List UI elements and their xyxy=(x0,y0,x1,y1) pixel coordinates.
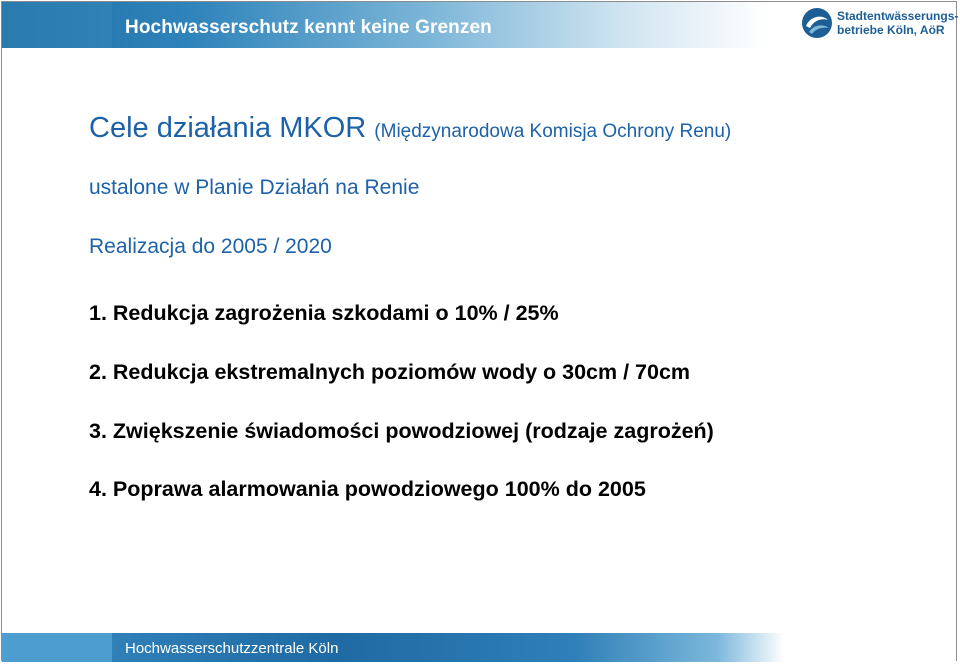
footer-text: Hochwasserschutzzentrale Köln xyxy=(125,640,339,657)
header-title: Hochwasserschutz kennt keine Grenzen xyxy=(125,17,492,38)
goal-item-1: 1. Redukcja zagrożenia szkodami o 10% / 25% xyxy=(89,301,559,325)
logo-swirl-icon xyxy=(800,6,834,40)
goal-item-3: 3. Zwiększenie świadomości powodziowej (rodzaje zagrożeń) xyxy=(89,419,714,443)
goal-item-4: 4. Poprawa alarmowania powodziowego 100% do 2005 xyxy=(89,477,646,501)
footer-accent xyxy=(2,633,112,662)
subtitle-plan: ustalone w Planie Działań na Renie xyxy=(89,176,420,199)
goal-item-2: 2. Redukcja ekstremalnych poziomów wody o 30cm / 70cm xyxy=(89,360,691,384)
company-logo xyxy=(800,6,959,42)
logo-text xyxy=(837,9,958,37)
slide-title xyxy=(89,112,731,145)
logo-text-line2: betriebe Köln, AöR xyxy=(837,23,945,37)
slide-title-main: Cele działania MKOR xyxy=(89,112,367,144)
slide-title-parenthetical: (Międzynarodowa Komisja Ochrony Renu) xyxy=(374,121,732,142)
logo-text-line1: Stadtentwässerungs- xyxy=(837,9,959,23)
slide-frame xyxy=(1,1,957,661)
subtitle-realization: Realizacja do 2005 / 2020 xyxy=(89,235,332,258)
header-accent xyxy=(2,2,112,48)
